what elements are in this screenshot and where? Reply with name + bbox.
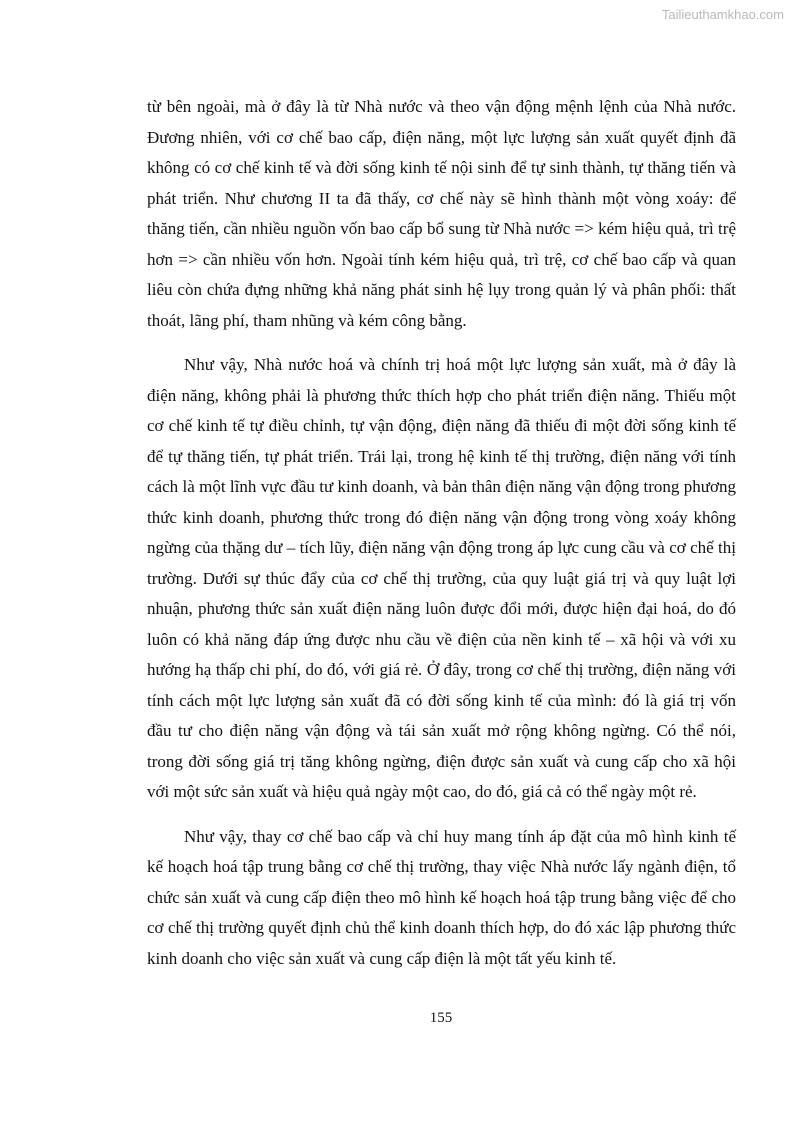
page-body bbox=[147, 92, 736, 988]
paragraph-1: từ bên ngoài, mà ở đây là từ Nhà nước và theo vận động mệnh lệnh của Nhà nước. Đương nhiên, với cơ chế bao cấp, điện năng, một lực lượng sản xuất quyết định đã không có cơ chế kinh tế và đời sống kinh tế nội sinh để tự sinh thành, tự thăng tiến và phát triển. Như chương II ta đã thấy, cơ chế này sẽ hình thành một vòng xoáy: để thăng tiến, cần nhiều nguồn vốn bao cấp bổ sung từ Nhà nước => kém hiệu quả, trì trệ hơn => cần nhiều vốn hơn. Ngoài tính kém hiệu quả, trì trệ, cơ chế bao cấp và quan liêu còn chứa đựng những khả năng phát sinh hệ lụy trong quản lý và phân phối: thất thoát, lãng phí, tham nhũng và kém công bằng. bbox=[147, 97, 736, 330]
paragraph-2: Như vậy, Nhà nước hoá và chính trị hoá một lực lượng sản xuất, mà ở đây là điện năng, không phải là phương thức thích hợp cho phát triển điện năng. Thiếu một cơ chế kinh tế tự điều chỉnh, tự vận động, điện năng đã thiếu đi một đời sống kinh tế để tự thăng tiến, tự phát triển. Trái lại, trong hệ kinh tế thị trường, điện năng với tính cách là một lĩnh vực đầu tư kinh doanh, và bản thân điện năng vận động trong phương thức kinh doanh, phương thức trong đó điện năng vận động trong vòng xoáy không ngừng của thặng dư – tích lũy, điện năng vận động trong áp lực cung cầu và cơ chế thị trường. Dưới sự thúc đẩy của cơ chế thị trường, của quy luật giá trị và quy luật lợi nhuận, phương thức sản xuất điện năng luôn được đổi mới, được hiện đại hoá, do đó luôn có khả năng đáp ứng được nhu cầu về điện của nền kinh tế – xã hội và với xu hướng hạ thấp chi phí, do đó, với giá rẻ. Ở đây, trong cơ chế thị trường, điện năng với tính cách một lực lượng sản xuất đã có đời sống kinh tế của mình: đó là giá trị vốn đầu tư cho điện năng vận động và tái sản xuất mở rộng không ngừng. Có thể nói, trong đời sống giá trị tăng không ngừng, điện được sản xuất và cung cấp cho xã hội với một sức sản xuất và hiệu quả ngày một cao, do đó, giá cả có thể ngày một rẻ. bbox=[147, 355, 736, 801]
paragraph-3: Như vậy, thay cơ chế bao cấp và chỉ huy mang tính áp đặt của mô hình kinh tế kế hoạch hoá tập trung bằng cơ chế thị trường, thay việc Nhà nước lấy ngành điện, tổ chức sản xuất và cung cấp điện theo mô hình kế hoạch hoá tập trung bằng việc để cho cơ chế thị trường quyết định chủ thể kinh doanh thích hợp, do đó xác lập phương thức kinh doanh cho việc sản xuất và cung cấp điện là một tất yếu kinh tế. bbox=[147, 826, 736, 968]
page-number: 155 bbox=[429, 1010, 453, 1026]
watermark: Tailieuthamkhao.com bbox=[661, 7, 784, 22]
